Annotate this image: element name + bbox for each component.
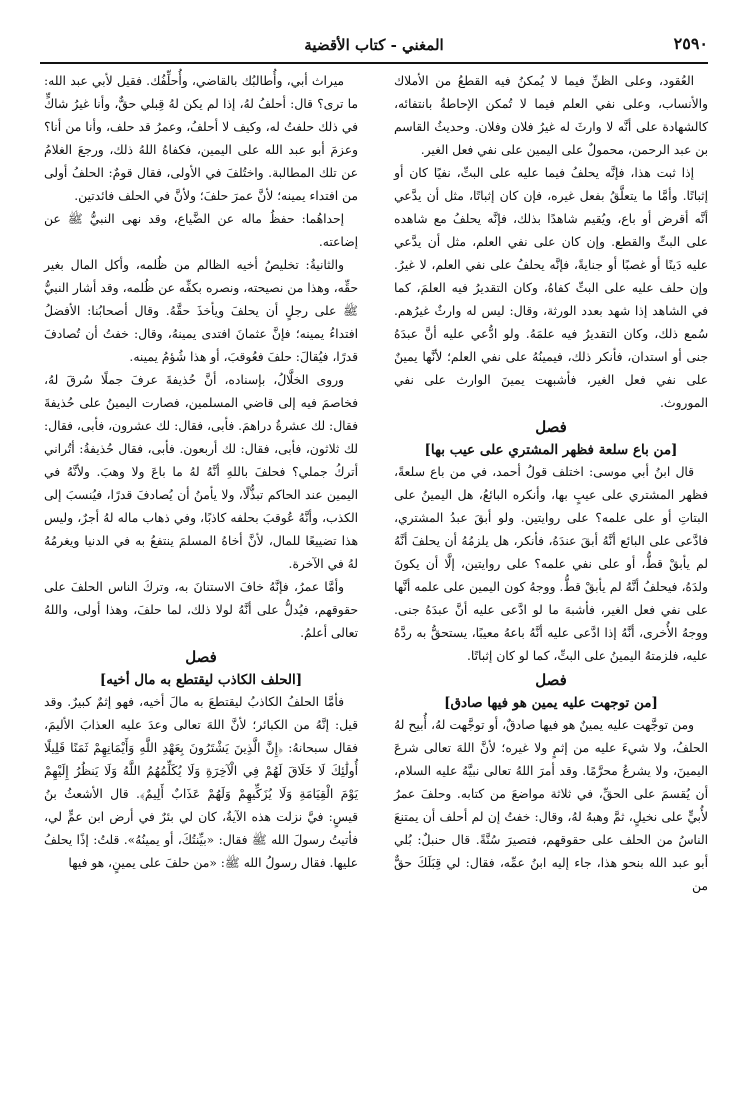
paragraph: وروى الخلَّالُ، بإسناده، أنَّ حُذيفةَ عرفَ جملًا سُرقَ لهُ، فخاصمَ فيه إلى قاضي المسلمين، فصارت اليمينُ على حُذيفةَ فقال: لك عشرةُ دراهمَ. فأبى، فقال: لك عشرون، فأبى، فقال: لك ثلاثون، فأبى، فقال: لك أربعون. فأبى، فقال حُذيفةُ: أتُراني أتركُ جملي؟ فحلفَ باللهِ أنَّهُ لهُ ما باعَ ولا وهبَ. ولأنَّهُ في اليمين عند الحاكم تبذُّلًا، ولا يأمنُ أن يُصادفَ قدرًا، فيُنسبَ إلى الكذب، وأنَّهُ عُوقبَ بحلفه كاذبًا، وفي ذهاب ماله لهُ أجرٌ، وليس هذا تضييعًا للمال، لأنَّ أخاهُ المسلمَ ينتفعُ به في الدنيا ويغرمُهُ لهُ في الآخرة. xyxy=(44,373,358,571)
paragraph: العُقود، وعلى الظنِّ فيما لا يُمكنُ فيه القطعُ من الأملاك والأنساب، وعلى نفي العلم فيما لا تُمكن الإحاطةُ بانتفائه، كالشهادة على أنَّه لا وارثَ له غيرُ فلان وفلان. وحديثُ القاسم بن عبد الرحمن، محمولٌ على اليمين على نفي فعل الغير. xyxy=(394,74,708,157)
section-heading: فصل xyxy=(535,671,567,689)
section-subheading: [من باع سلعة فظهر المشتري على عيب بها] xyxy=(424,442,678,458)
section-heading: فصل xyxy=(185,648,217,666)
paragraph: قال ابنُ أبي موسى: اختلف قولُ أحمد، في من باع سلعةً، فظهر المشتري على عيبٍ بها، وأنكره البائعُ، هل اليمينُ على البتاتِ أو على علمه؟ على روايتين. ولو أبقَ عبدُ المشتري، فادَّعى على البائع أنَّهُ أبقَ عندَهُ، فأنكر، هل يلزمُهُ أن يحلفَ أنَّهُ لم يأبقْ قطُّ، أو على نفي علمه؟ على روايتين، إلَّا أن يكونَ ولدَهُ، فيحلفُ أنَّهُ لم يأبقْ قطُّ. ووجهُ كون اليمين على علمه أنَّها على نفي فعل الغير، فأشبهَ ما لو ادَّعى عليه أنَّ عبدَهُ جنى. ووجهُ الأُخرى، أنَّهُ إذا ادَّعى عليه أنَّهُ باعهُ معيبًا، يستحقُّ به ردَّهُ عليه، فلزمتهُ اليمينُ على البتِّ، كما لو كان إثباتًا. xyxy=(394,465,708,663)
left-column xyxy=(44,70,358,875)
running-title: المغني - كتاب الأقضية xyxy=(304,36,444,54)
paragraph: فأمَّا الحلفُ الكاذبُ ليقتطعَ به مالَ أخيه، فهو إثمٌ كبيرٌ. وقد قيل: إنَّهُ من الكبائر؛ لأنَّ اللهَ تعالى وعدَ عليه العذابَ الأليمَ، فقال سبحانهُ: ﴿إِنَّ الَّذِينَ يَشْتَرُونَ بِعَهْدِ اللَّهِ وَأَيْمَانِهِمْ ثَمَنًا قَلِيلًا أُولَٰئِكَ لَا خَلَاقَ لَهُمْ فِي الْآخِرَةِ وَلَا يُكَلِّمُهُمُ اللَّهُ وَلَا يَنظُرُ إِلَيْهِمْ يَوْمَ الْقِيَامَةِ وَلَا يُزَكِّيهِمْ وَلَهُمْ عَذَابٌ أَلِيمٌ﴾. قال الأشعثُ بنُ قيسٍ: فيَّ نزلت هذه الآيةُ، كان لي بئرٌ في أرض ابن عمٍّ لي، فأتيتُ رسولَ الله ﷺ فقال: «بيِّنتُكَ، أو يمينُهُ». قلتُ: إذًا يحلفُ عليها. فقال رسولُ الله ﷺ: «من حلفَ على يمينٍ، هو فيها xyxy=(44,695,358,870)
section-subheading: [الحلف الكاذب ليقتطع به مال أخيه] xyxy=(99,672,303,688)
page-header xyxy=(40,34,708,64)
paragraph: والثانيةُ: تخليصُ أخيه الظالم من ظُلمه، وأكل المال بغير حقِّه، وهذا من نصيحته، ونصره بكفِّه عن ظُلمه، وقد أشار النبيُّ ﷺ على رجلٍ أن يحلفَ ويأخذَ حقَّهُ. وقال أصحابُنا: الأفضلُ افتداءُ يمينه؛ فإنَّ عثمانَ افتدى يمينهُ، وقال: خفتُ أن تُصادفَ قدرًا، فيُقالَ: حلفَ فعُوقبَ، أو هذا شُؤمُ يمينه. xyxy=(44,258,358,364)
right-column xyxy=(394,70,708,898)
paragraph: وأمَّا عمرُ، فإنَّهُ خافَ الاستنانَ به، وتركَ الناس الحلفَ على حقوقهم، فيُدلُّ على أنَّهُ لولا ذلك، لما حلفَ، وهذا أولى، واللهُ تعالى أعلمُ. xyxy=(44,580,358,640)
paragraph: ميراث أبي، وأُطالبُك بالقاضي، وأُحلِّفُك. فقيل لأبي عبد الله: ما ترى؟ قال: أحلفُ لهُ، إذا لم يكن لهُ قِبلي حقٌّ، وأنا غيرُ شاكٍّ في ذلك حلفتُ له، وكيف لا أحلفُ، وعمرُ قد حلف، وأنا من أنا؟ وعزمَ أبو عبد الله على اليمين، فكفاهُ اللهُ ذلك، ورجعَ الغلامُ عن تلك المطالبة. واختُلفَ في الأولى، فقال قومٌ: الحلفُ أولى من افتداء يمينه؛ لأنَّ عمرَ حلفَ؛ ولأنَّ في الحلف فائدتين. xyxy=(44,74,358,203)
paragraph: ومن توجَّهت عليه يمينٌ هو فيها صادقٌ، أو توجَّهت لهُ، أُبيح لهُ الحلفُ، ولا شيءَ عليه من إثمٍ ولا غيره؛ لأنَّ اللهَ تعالى شرعَ اليمينَ، ولا يشرعُ محرَّمًا. وقد أمرَ اللهُ تعالى نبيَّهُ عليه السلام، أن يُقسمَ على الحقِّ، في ثلاثة مواضعَ من كتابه. وحلفَ عمرُ لأُبيٍّ على نخيلٍ، ثمَّ وهبهُ لهُ، وقال: خفتُ إن لم أحلف أن يمتنعَ الناسُ من الحلف على حقوقهم، فتصيرَ سُنَّةً. قال حنبلٌ: بُلي أبو عبد الله بنحو هذا، جاء إليه ابنُ عمِّه، فقال: لي قِبَلَكَ حقٌّ من xyxy=(394,718,708,893)
paragraph: إحداهُما: حفظُ ماله عن الضَّياع، وقد نهى النبيُّ ﷺ عن إضاعته. xyxy=(44,212,358,249)
paragraph: إذا ثبت هذا، فإنَّه يحلفُ فيما عليه على البتِّ، نفيًا كان أو إثباتًا. وأمَّا ما يتعلَّقُ بفعل غيره، فإن كان إثباتًا، مثل أن يدَّعي أنَّه أقرض أو باع، ويُقيم شاهدًا بذلك، فإنَّه يحلفُ مع شاهده على البتِّ والقطع. وإن كان على نفي العلم، مثل أن يدَّعي عليه دَينًا أو غصبًا أو جنايةً، فإنَّه يحلفُ على نفي العلم، لا غيرُ. وإن حلف عليه على البتِّ كفاهُ، وكان التقديرُ فيه العلمَ، كما في الشاهد إذا شهد بعدد الورثة، وقال: ليس له وارثٌ غيرُهم. سُمع ذلك، وكان التقديرُ فيه علمَهُ. ولو ادُّعي عليه أنَّ عبدَهُ جنى أو استدان، فأنكر ذلك، فيمينُهُ على نفي العلم؛ لأنَّها يمينٌ على نفي فعل الغير، فأشبهت يمينَ الوارث على نفي الموروث. xyxy=(394,166,708,410)
section-subheading: [من توجهت عليه يمين هو فيها صادق] xyxy=(444,695,658,711)
section-heading: فصل xyxy=(535,418,567,436)
header-rule xyxy=(40,62,708,64)
page-number: ٢٥٩٠ xyxy=(673,34,708,53)
